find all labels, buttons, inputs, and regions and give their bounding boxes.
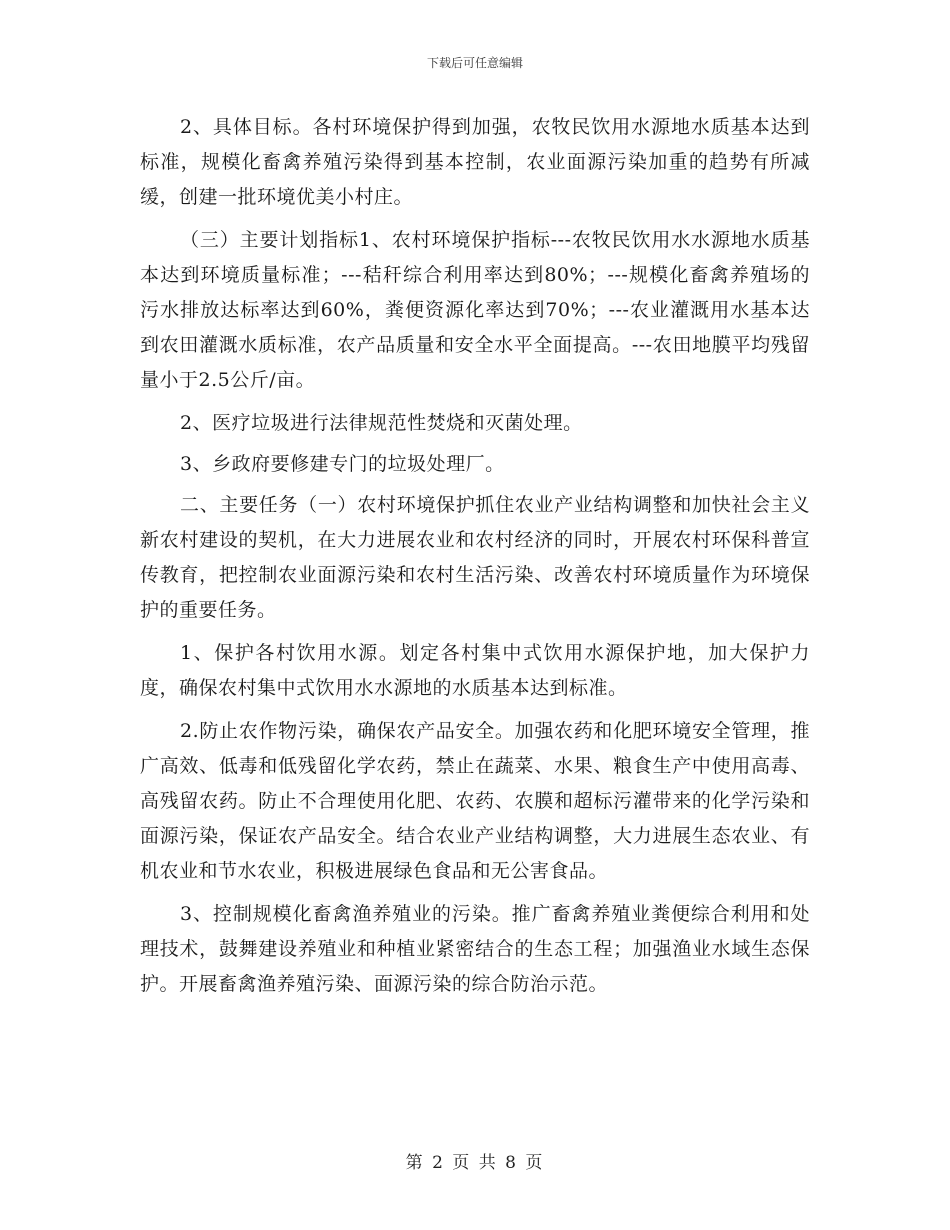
- paragraph-medical-waste: 2、医疗垃圾进行法律规范性焚烧和灭菌处理。: [180, 412, 583, 434]
- paragraph-water-source: 1、保护各村饮用水源。划定各村集中式饮用水源保护地，加大保护力度，确保农村集中式饮用水水源地的水质基本达到标准。: [140, 642, 810, 699]
- document-body: [140, 110, 810, 1010]
- paragraph-crop-pollution: 2.防止农作物污染，确保农产品安全。加强农药和化肥环境安全管理，推广高效、低毒和低残留化学农药，禁止在蔬菜、水果、粮食生产中使用高毒、高残留农药。防止不合理使用化肥、农药、农膜和超标污灌带来的化学污染和面源污染，保证农产品安全。结合农业产业结构调整，大力进展生态农业、有机农业和节水农业，积极进展绿色食品和无公害食品。: [140, 720, 810, 882]
- page-number: 第 2 页 共 8 页: [405, 1153, 545, 1173]
- paragraph-livestock-pollution: 3、控制规模化畜禽渔养殖业的污染。推广畜禽养殖业粪便综合利用和处理技术，鼓舞建设养殖业和种植业紧密结合的生态工程；加强渔业水域生态保护。开展畜禽渔养殖污染、面源污染的综合防治示范。: [140, 903, 810, 995]
- header-note: 下载后可任意编辑: [426, 56, 523, 70]
- paragraph-main-tasks: 二、主要任务（一）农村环境保护抓住农业产业结构调整和加快社会主义新农村建设的契机，在大力进展农业和农村经济的同时，开展农村环保科普宣传教育，把控制农业面源污染和农村生活污染、改善农村环境质量作为环境保护的重要任务。: [140, 494, 810, 621]
- paragraph-main-indicators: （三）主要计划指标1、农村环境保护指标---农牧民饮用水水源地水质基本达到环境质量标准；---秸秆综合利用率达到80%；---规模化畜禽养殖场的污水排放达标率达到60%，粪便资源化率达到70%；---农业灌溉用水基本达到农田灌溉水质标准，农产品质量和安全水平全面提高。---农田地膜平均残留量小于2.5公斤/亩。: [140, 229, 810, 391]
- paragraph-waste-plant: 3、乡政府要修建专门的垃圾处理厂。: [180, 453, 505, 475]
- paragraph-specific-goals: 2、具体目标。各村环境保护得到加强，农牧民饮用水源地水质基本达到标准，规模化畜禽养殖污染得到基本控制，农业面源污染加重的趋势有所减缓，创建一批环境优美小村庄。: [140, 116, 810, 208]
